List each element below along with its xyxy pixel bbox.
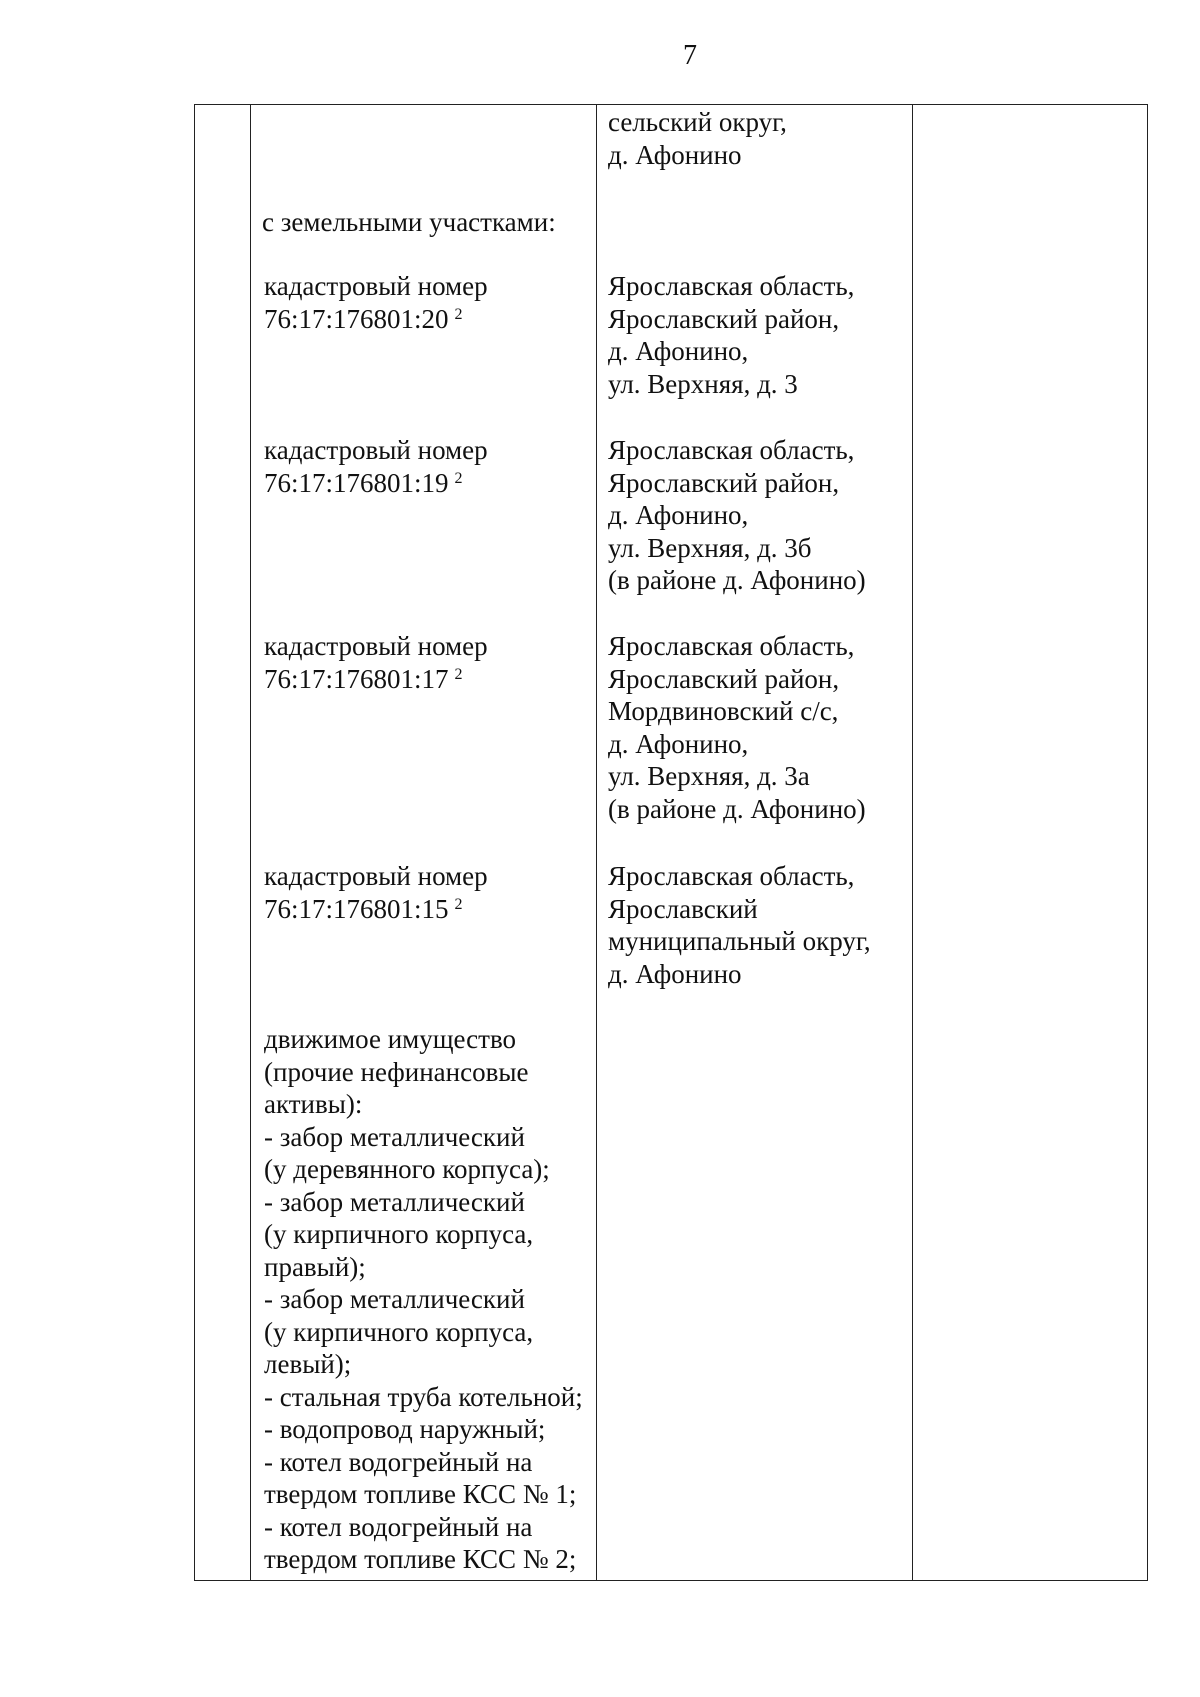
- address-line: (в районе д. Афонино): [608, 793, 866, 824]
- address-line: Ярославский: [608, 893, 758, 924]
- parcel-label: кадастровый номер: [264, 271, 488, 301]
- parcel-2: [264, 434, 594, 499]
- property-line: - котел водогрейный на: [264, 1511, 533, 1542]
- address-line: д. Афонино: [608, 958, 742, 989]
- address-line: сельский округ,: [608, 107, 787, 137]
- table-bottom-border: [194, 1580, 1148, 1581]
- parcel-2-address: [608, 434, 908, 597]
- address-line: ул. Верхняя, д. 3: [608, 368, 798, 399]
- address-line: ул. Верхняя, д. 3б: [608, 532, 812, 563]
- property-line: движимое имущество: [264, 1024, 517, 1054]
- address-line: Ярославский район,: [608, 467, 840, 498]
- parcel-number: 76:17:176801:19 $^2$: [264, 467, 463, 498]
- address-line: Ярославская область,: [608, 631, 855, 661]
- property-line: правый);: [264, 1251, 366, 1282]
- property-line: твердом топливе КСС № 2;: [264, 1544, 577, 1574]
- parcel-label: кадастровый номер: [264, 435, 488, 465]
- property-line: - водопровод наружный;: [264, 1414, 546, 1444]
- table-col-border-2: [250, 104, 251, 1581]
- parcel-4: [264, 860, 594, 925]
- parcel-label: кадастровый номер: [264, 861, 488, 891]
- table-col-border-5: [1147, 104, 1148, 1581]
- movable-property: [264, 1023, 599, 1576]
- property-line: твердом топливе КСС № 1;: [264, 1479, 577, 1509]
- property-line: (прочие нефинансовые: [264, 1056, 529, 1087]
- footnote-marker: 2: [454, 305, 463, 323]
- property-line: - котел водогрейный на: [264, 1446, 533, 1477]
- parcel-number: 76:17:176801:20 $^2$: [264, 303, 463, 334]
- address-line: д. Афонино,: [608, 500, 749, 530]
- address-line: Ярославская область,: [608, 271, 855, 301]
- address-line: Ярославский район,: [608, 303, 840, 334]
- property-line: - забор металлический: [264, 1121, 525, 1152]
- address-line: Ярославский район,: [608, 663, 840, 694]
- parcel-number: 76:17:176801:15 $^2$: [264, 893, 463, 924]
- property-line: левый);: [264, 1349, 352, 1379]
- table-top-border: [194, 104, 1148, 105]
- property-line: - стальная труба котельной;: [264, 1381, 583, 1412]
- page-number: 7: [683, 40, 697, 71]
- footnote-marker: 2: [454, 469, 463, 487]
- parcel-3-address: [608, 630, 908, 825]
- address-line: д. Афонино,: [608, 728, 749, 759]
- address-line: Ярославская область,: [608, 435, 855, 465]
- address-line: д. Афонино: [608, 139, 742, 170]
- address-line: (в районе д. Афонино): [608, 565, 866, 595]
- parcel-3: [264, 630, 594, 695]
- footnote-marker: 2: [454, 665, 463, 683]
- property-line: (у кирпичного корпуса,: [264, 1219, 534, 1249]
- footnote-marker: 2: [454, 895, 463, 913]
- address-line: Мордвиновский с/с,: [608, 696, 839, 726]
- parcel-number: 76:17:176801:17 $^2$: [264, 663, 463, 694]
- address-line: д. Афонино,: [608, 336, 749, 366]
- parcel-1-address: [608, 270, 908, 400]
- table-col-border-4: [912, 104, 913, 1581]
- property-line: - забор металлический: [264, 1186, 525, 1217]
- top-address-continuation: [608, 106, 908, 171]
- property-line: активы):: [264, 1089, 363, 1119]
- property-line: (у деревянного корпуса);: [264, 1154, 550, 1184]
- parcel-label: кадастровый номер: [264, 631, 488, 661]
- table-col-border-1: [194, 104, 195, 1581]
- address-line: ул. Верхняя, д. 3а: [608, 761, 810, 791]
- property-line: - забор металлический: [264, 1284, 525, 1314]
- land-heading: с земельными участками:: [262, 207, 556, 237]
- address-line: муниципальный округ,: [608, 926, 871, 956]
- property-line: (у кирпичного корпуса,: [264, 1316, 534, 1347]
- address-line: Ярославская область,: [608, 861, 855, 891]
- parcel-4-address: [608, 860, 908, 990]
- parcel-1: [264, 270, 594, 335]
